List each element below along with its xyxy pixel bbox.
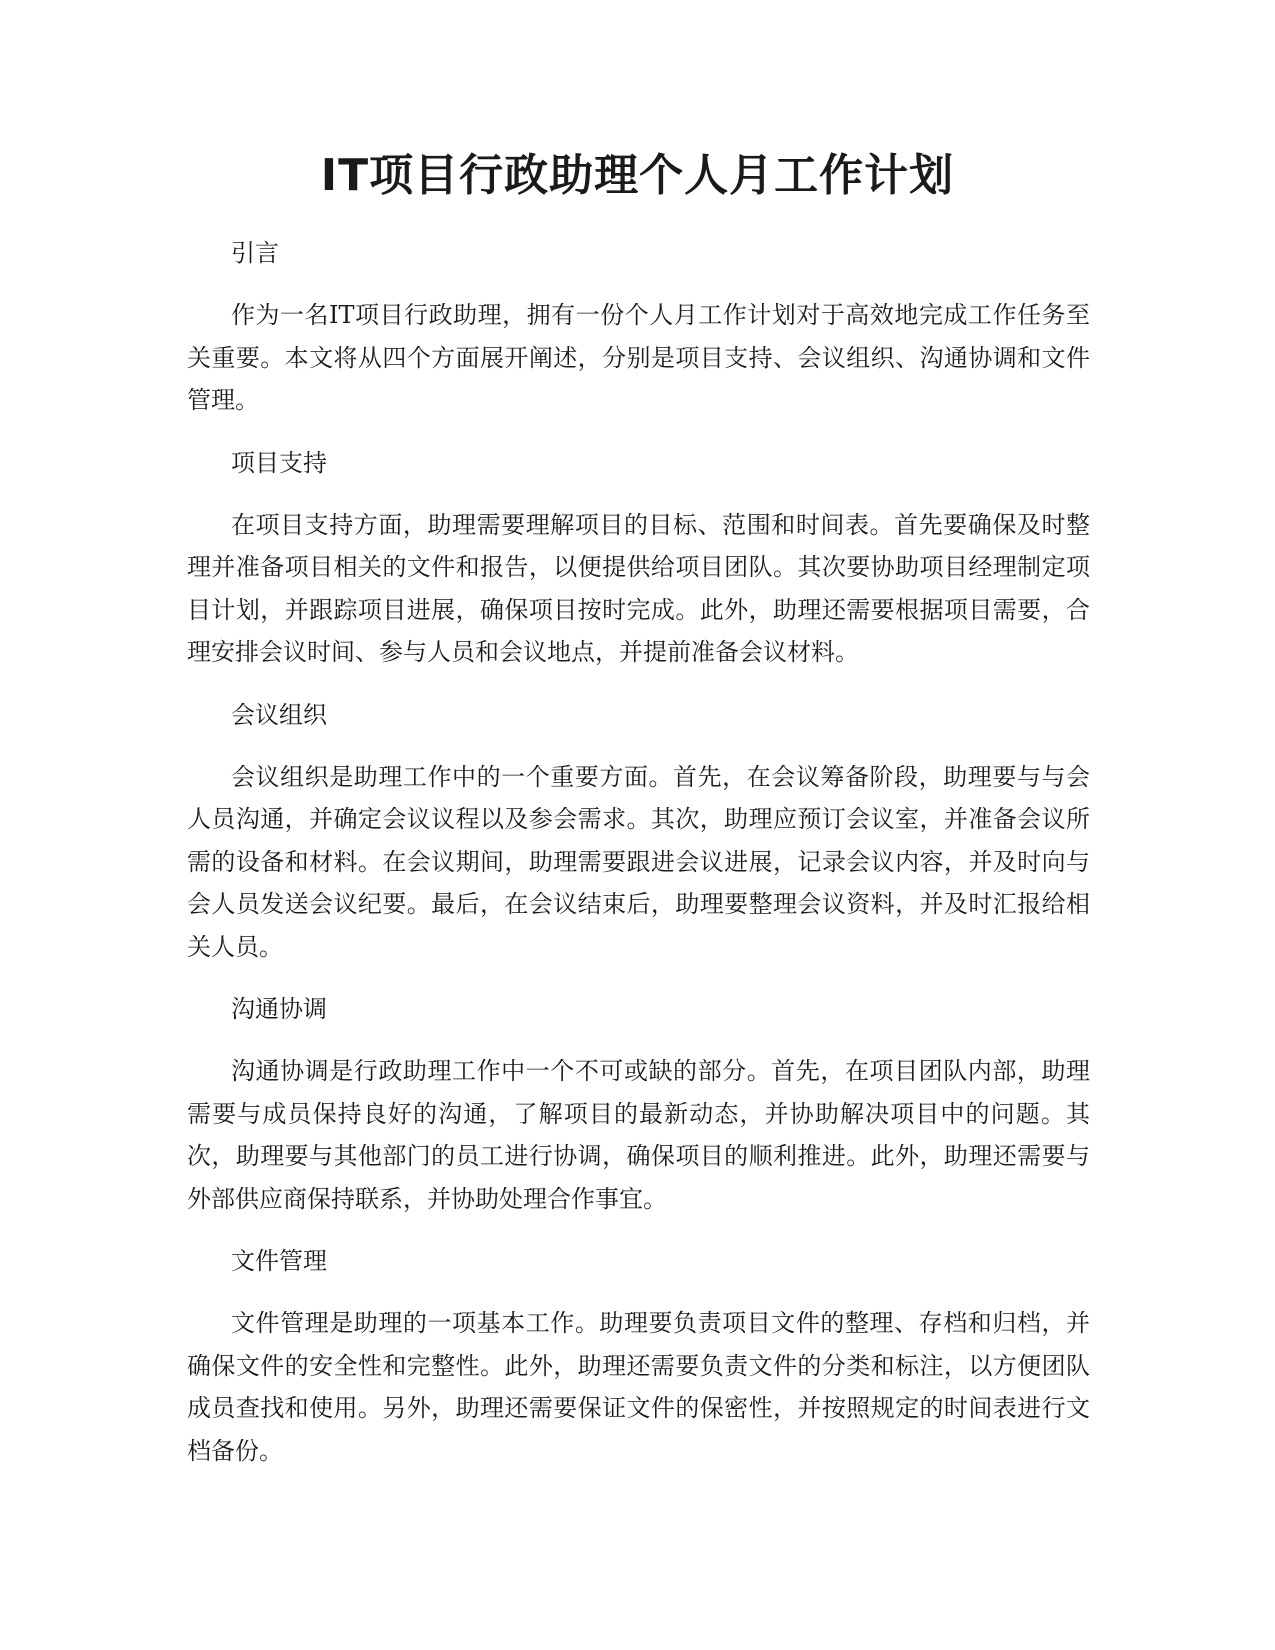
- section-paragraph: 文件管理是助理的一项基本工作。助理要负责项目文件的整理、存档和归档，并确保文件的安全性和完整性。此外，助理还需要负责文件的分类和标注，以方便团队成员查找和使用。另外，助理还需要保证文件的保密性，并按照规定的时间表进行文档备份。: [187, 1309, 1090, 1465]
- section-communication-coordination: [187, 988, 1090, 1220]
- section-paragraph: 会议组织是助理工作中的一个重要方面。首先，在会议筹备阶段，助理要与与会人员沟通，并确定会议议程以及参会需求。其次，助理应预订会议室，并准备会议所需的设备和材料。在会议期间，助理需要跟进会议进展，记录会议内容，并及时向与会人员发送会议纪要。最后，在会议结束后，助理要整理会议资料，并及时汇报给相关人员。: [187, 762, 1090, 961]
- section-heading: 项目支持: [231, 448, 327, 477]
- section-paragraph: 在项目支持方面，助理需要理解项目的目标、范围和时间表。首先要确保及时整理并准备项目相关的文件和报告，以便提供给项目团队。其次要协助项目经理制定项目计划，并跟踪项目进展，确保项目按时完成。此外，助理还需要根据项目需要，合理安排会议时间、参与人员和会议地点，并提前准备会议材料。: [187, 510, 1090, 666]
- section-heading: 文件管理: [231, 1247, 327, 1275]
- document-body: [187, 232, 1090, 1492]
- section-heading: 引言: [231, 239, 279, 267]
- document-title: IT项目行政助理个人月工作计划: [320, 150, 955, 201]
- section-paragraph: 沟通协调是行政助理工作中一个不可或缺的部分。首先，在项目团队内部，助理需要与成员保持良好的沟通，了解项目的最新动态，并协助解决项目中的问题。其次，助理要与其他部门的员工进行协调，确保项目的顺利推进。此外，助理还需要与外部供应商保持联系，并协助处理合作事宜。: [187, 1057, 1090, 1213]
- section-heading: 会议组织: [231, 700, 327, 729]
- section-introduction: [187, 232, 1090, 422]
- section-heading: 沟通协调: [231, 995, 327, 1023]
- section-document-management: [187, 1240, 1090, 1472]
- section-paragraph: 作为一名IT项目行政助理，拥有一份个人月工作计划对于高效地完成工作任务至关重要。本文将从四个方面展开阐述，分别是项目支持、会议组织、沟通协调和文件管理。: [187, 301, 1090, 414]
- section-project-support: [187, 442, 1090, 674]
- section-meeting-organization: [187, 694, 1090, 969]
